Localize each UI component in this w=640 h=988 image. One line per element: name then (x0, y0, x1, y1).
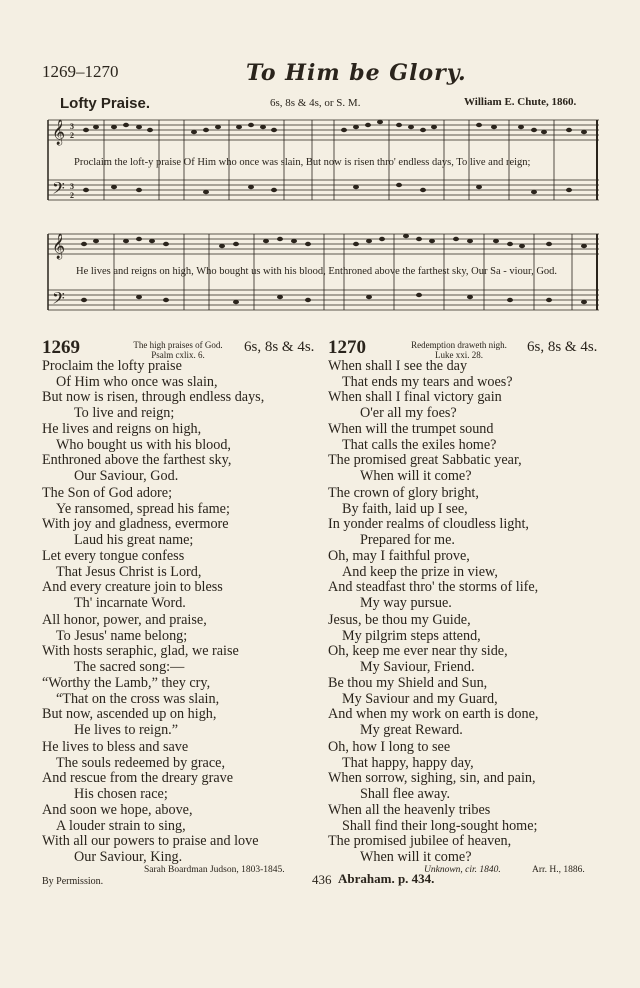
hymn-1269-author: Sarah Boardman Judson, 1803-1845. (144, 865, 285, 875)
tune-name: Lofty Praise. (60, 95, 151, 112)
verse-line: Laud his great name; (74, 532, 194, 549)
hymn-1270-arranger: Arr. H., 1886. (532, 865, 585, 875)
verse-line: That calls the exiles home? (342, 436, 497, 453)
verse-line: That Jesus Christ is Lord, (56, 563, 202, 580)
verse-line: Oh, keep me ever near thy side, (328, 643, 508, 660)
music-lyrics-line-1: Proclaim the loft-y praise Of Him who once was slain, But now is risen thro' endless days, To live and reign; (74, 157, 531, 168)
verse-line: Shall flee away. (360, 786, 451, 803)
verse-line: My Saviour and my Guard, (342, 690, 498, 707)
verse-line: Our Saviour, God. (74, 467, 179, 484)
tune-meter: 6s, 8s & 4s, or S. M. (270, 97, 361, 109)
hymn-1270-scripture: Luke xxi. 28. (435, 350, 483, 360)
hymn-1270-number: 1270 (328, 337, 366, 358)
hymn-numbers: 1269–1270 (42, 62, 119, 81)
verse-line: O'er all my foes? (360, 405, 457, 422)
hymn-1269-scripture: Psalm cxlix. 6. (151, 350, 205, 360)
verse-line: Oh, how I long to see (328, 739, 451, 755)
hymn-1270-stanza (328, 486, 538, 612)
verse-line: In yonder realms of cloudless light, (328, 516, 529, 533)
verse-line: And keep the prize in view, (342, 563, 498, 580)
verse-line: Our Saviour, King. (74, 848, 183, 865)
verse-line: A louder strain to sing, (56, 817, 186, 834)
verse-line: He lives to bless and save (42, 739, 189, 755)
verse-line: When will it come? (360, 848, 472, 865)
verse-line: With hosts seraphic, glad, we raise (42, 643, 239, 660)
page-number: 436 (312, 872, 332, 887)
hymn-1270-meter: 6s, 8s & 4s. (527, 339, 598, 355)
verse-line: When will the trumpet sound (328, 420, 494, 437)
verse-line: Jesus, be thou my Guide, (328, 612, 471, 628)
verse-line: His chosen race; (74, 786, 168, 803)
verse-line: The crown of glory bright, (328, 485, 479, 501)
verse-line: The promised great Sabbatic year, (328, 452, 522, 469)
verse-line: “Worthy the Lamb,” they cry, (42, 674, 211, 691)
hymn-1270-stanza (328, 613, 538, 739)
hymn-1269-meter: 6s, 8s & 4s. (244, 339, 315, 355)
music-lyrics-line-2: He lives and reigns on high, Who bought us with his blood, Enthroned above the farthest sky, Our Sa - viour, God. (76, 266, 558, 277)
verse-line: But now, ascended up on high, (42, 706, 217, 723)
verse-line: But now is risen, through endless days, (42, 389, 265, 406)
svg-text:2: 2 (70, 131, 74, 140)
hymn-1269-stanza (42, 486, 230, 612)
verse-line: Ye ransomed, spread his fame; (56, 500, 230, 517)
verse-line: When will it come? (360, 467, 472, 484)
verse-line: He lives and reigns on high, (42, 420, 202, 437)
verse-line: When sorrow, sighing, sin, and pain, (328, 770, 536, 787)
verse-line: Enthroned above the farthest sky, (42, 452, 232, 469)
verse-line: Be thou my Shield and Sun, (328, 674, 488, 691)
hymn-1269-stanza (42, 613, 239, 739)
verse-line: That happy, happy day, (342, 754, 474, 771)
verse-line: And rescue from the dreary grave (42, 770, 234, 787)
permission-note: By Permission. (42, 876, 104, 887)
verse-line: My Saviour, Friend. (360, 659, 475, 676)
verse-line: Th' incarnate Word. (74, 594, 186, 611)
hymn-1269-reference (116, 340, 240, 360)
verse-line: All honor, power, and praise, (42, 612, 207, 628)
verse-line: My pilgrim steps attend, (342, 627, 481, 644)
verse-line: And soon we hope, above, (42, 801, 193, 818)
verse-line: Oh, may I faithful prove, (328, 547, 470, 564)
verse-line: And steadfast thro' the storms of life, (328, 579, 539, 596)
hymn-1269-number: 1269 (42, 337, 80, 358)
verse-line: “That on the cross was slain, (56, 690, 220, 707)
hymn-1270-stanza (328, 740, 537, 866)
alternate-tune: Abraham. p. 434. (338, 871, 435, 886)
verse-line: When all the heavenly tribes (328, 801, 491, 818)
verse-line: And when my work on earth is done, (328, 706, 539, 723)
svg-text:2: 2 (70, 191, 74, 200)
svg-text:𝄢: 𝄢 (52, 178, 65, 202)
verse-line: My way pursue. (360, 594, 452, 611)
verse-line: By faith, laid up I see, (342, 500, 468, 517)
verse-line: Proclaim the lofty praise (42, 358, 182, 374)
hymn-1270-author: Unknown, cir. 1840. (424, 865, 501, 875)
verse-line: With joy and gladness, evermore (42, 516, 229, 533)
verse-line: That ends my tears and woes? (342, 373, 513, 390)
verse-line: Who bought us with his blood, (56, 436, 231, 453)
svg-text:𝄞: 𝄞 (52, 234, 66, 259)
hymn-1269-stanza (42, 740, 259, 866)
svg-text:𝄞: 𝄞 (52, 120, 66, 145)
verse-line: He lives to reign.” (74, 721, 179, 738)
hymn-1270-reference (394, 340, 524, 360)
hymn-1270-stanza (328, 359, 522, 485)
verse-line: The souls redeemed by grace, (56, 754, 225, 771)
verse-line: The sacred song:— (74, 659, 185, 676)
hymn-1270-topic: Redemption draweth nigh. (411, 340, 507, 350)
hymn-1269-topic: The high praises of God. (133, 340, 223, 350)
verse-line: My great Reward. (360, 721, 463, 738)
verse-line: Prepared for me. (360, 532, 455, 549)
verse-line: Let every tongue confess (42, 547, 185, 564)
verse-line: The Son of God adore; (42, 485, 173, 501)
verse-line: To Jesus' name belong; (56, 627, 188, 644)
hymn-1269-stanza (42, 359, 264, 485)
verse-line: When shall I final victory gain (328, 389, 502, 406)
verse-line: With all our powers to praise and love (42, 833, 259, 850)
svg-text:𝄢: 𝄢 (52, 288, 65, 312)
verse-line: Shall find their long-sought home; (342, 817, 538, 834)
verse-line: And every creature join to bless (42, 579, 223, 596)
verse-line: When shall I see the day (328, 358, 468, 374)
page-title: To Him be Glory. (246, 60, 467, 86)
svg-text:3: 3 (70, 122, 74, 131)
verse-line: Of Him who once was slain, (56, 373, 218, 390)
verse-line: To live and reign; (74, 405, 175, 422)
svg-text:3: 3 (70, 182, 74, 191)
verse-line: The promised jubilee of heaven, (328, 833, 512, 850)
tune-composer: William E. Chute, 1860. (464, 96, 577, 108)
